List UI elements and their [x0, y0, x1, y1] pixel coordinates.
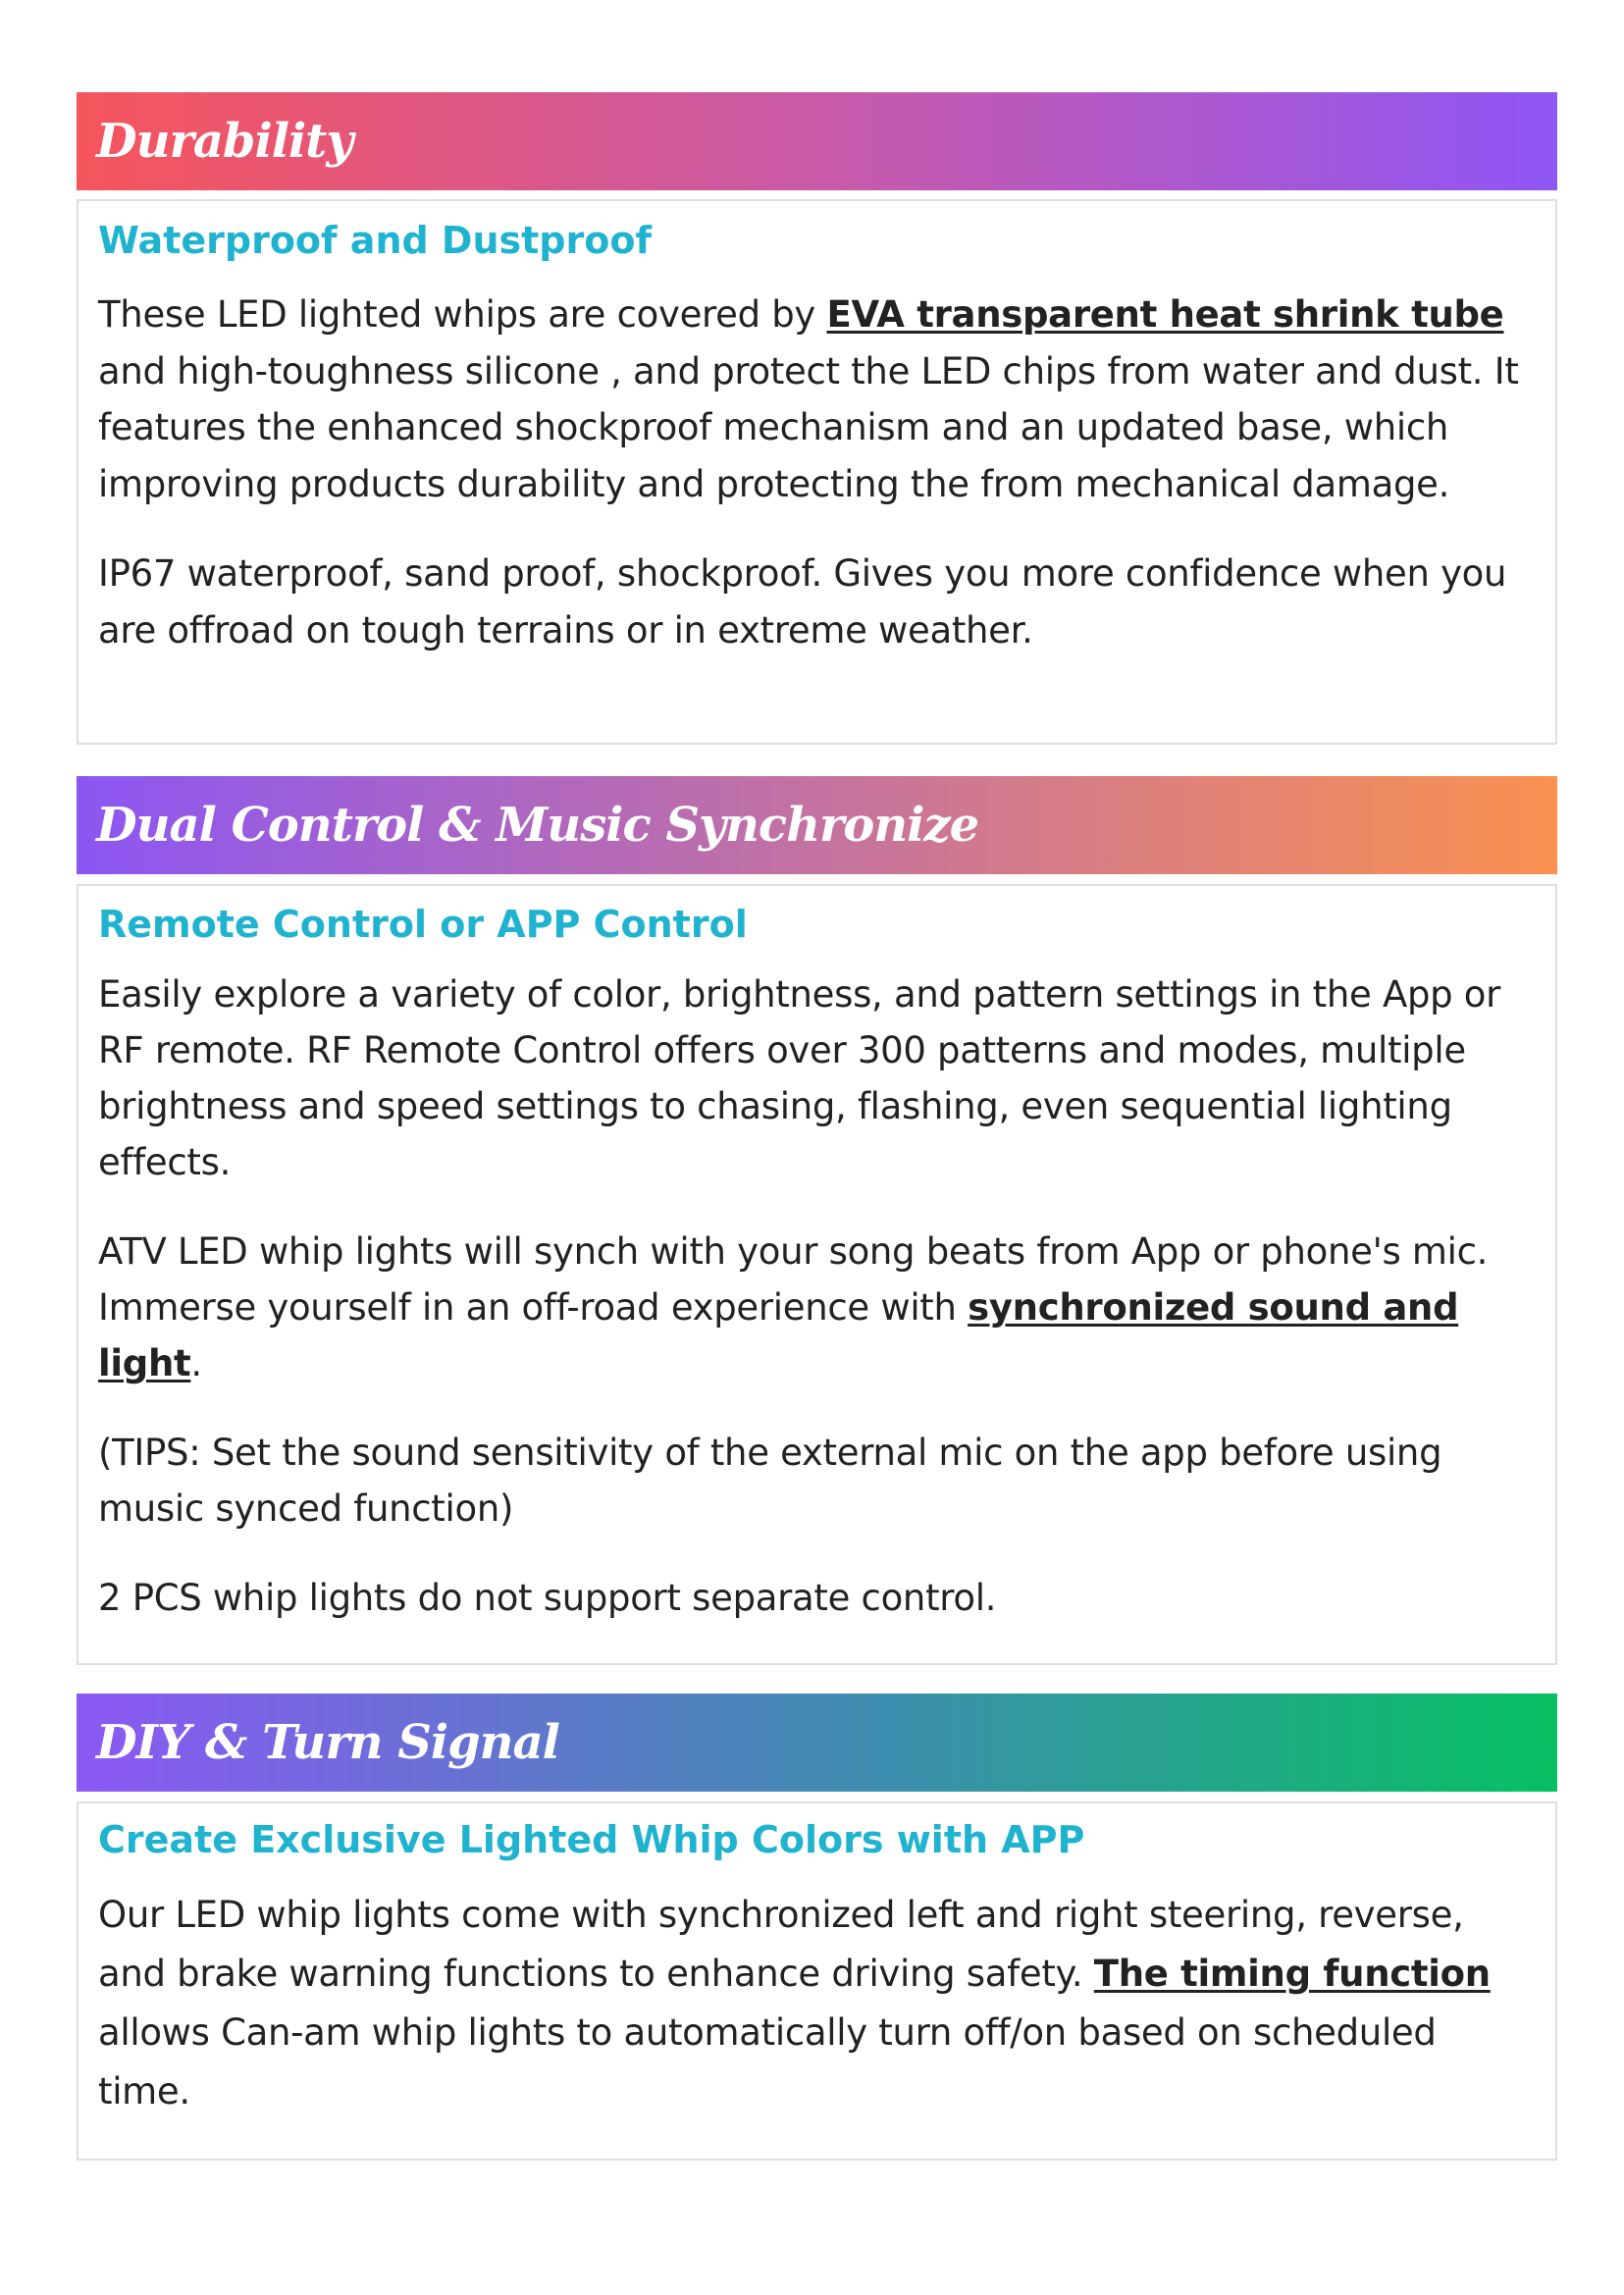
paragraph-text: ATV LED whip lights will synch with your song beats from App or phone's mic. Immerse yourself in an off-road experience with [98, 1230, 1489, 1329]
section-card-dual-control [77, 884, 1557, 1665]
paragraph [98, 1224, 1536, 1391]
paragraph: 2 PCS whip lights do not support separate control. [98, 1577, 997, 1619]
paragraph-text: and high-toughness silicone , and protect the LED chips from water and dust. It features the enhanced shockproof mechanism and an updated base, which improving products durability and protecting the from mechanical damage. [98, 349, 1519, 505]
section-card-durability [77, 199, 1557, 745]
section-subtitle: Remote Control or APP Control [98, 903, 748, 946]
paragraph-text: Our LED whip lights come with synchronized left and right steering, reverse, and brake warning functions to enhance driving safety. [98, 1894, 1464, 1995]
tips-paragraph: (TIPS: Set the sound sensitivity of the external mic on the app before using music synced function) [98, 1432, 1442, 1530]
emphasis-text: synchronized sound and light [98, 1286, 1459, 1384]
section-title: Dual Control & Music Synchronize [96, 798, 979, 853]
section-title: DIY & Turn Signal [96, 1715, 559, 1770]
section-title: Durability [96, 114, 353, 169]
section-header-durability [77, 92, 1557, 190]
paragraph-text: These LED lighted whips are covered by [98, 293, 827, 336]
emphasis-text: EVA transparent heat shrink tube [826, 293, 1504, 336]
paragraph: Easily explore a variety of color, brightness, and pattern settings in the App or RF remote. RF Remote Control offers over 300 patterns and modes, multiple brightness and speed settings to chasing, flashing, even sequential lighting effects. [98, 973, 1501, 1183]
section-header-dual-control [77, 776, 1557, 874]
paragraph [98, 287, 1536, 512]
paragraph: IP67 waterproof, sand proof, shockproof. Gives you more confidence when you are offroad on tough terrains or in extreme weather. [98, 552, 1507, 652]
section-card-diy-turn-signal [77, 1801, 1557, 2161]
section-subtitle: Create Exclusive Lighted Whip Colors with APP [98, 1818, 1085, 1861]
paragraph-text: allows Can-am whip lights to automatically turn off/on based on scheduled time. [98, 2011, 1437, 2112]
section-subtitle: Waterproof and Dustproof [98, 219, 652, 262]
section-header-diy-turn-signal [77, 1694, 1557, 1792]
emphasis-text: The timing function [1093, 1953, 1491, 1995]
paragraph-text: . [190, 1342, 202, 1384]
paragraph [98, 1886, 1536, 2121]
